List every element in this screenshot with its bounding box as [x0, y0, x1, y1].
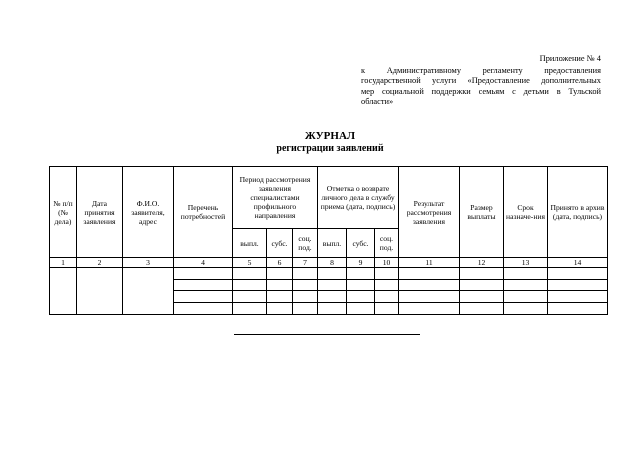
- subheader-vypl: выпл.: [233, 229, 267, 258]
- table-cell: [375, 291, 399, 303]
- table-cell: [460, 268, 504, 280]
- table-cell: [399, 268, 460, 280]
- column-number: 12: [460, 258, 504, 268]
- table-cell: [460, 280, 504, 291]
- header-period: Период рассмотрения заявления специалистами профильного направления: [233, 167, 318, 229]
- column-number: 5: [233, 258, 267, 268]
- header-date: Дата принятия заявления: [77, 167, 123, 258]
- column-number: 9: [347, 258, 375, 268]
- table-cell: [504, 268, 548, 280]
- header-num: № п/п (№ дела): [50, 167, 77, 258]
- journal-subtitle: регистрации заявлений: [276, 143, 384, 154]
- column-number: 10: [375, 258, 399, 268]
- header-needs: Перечень потребностей: [174, 167, 233, 258]
- table-row: [50, 268, 608, 280]
- table-cell: [267, 268, 293, 280]
- table-cell: [293, 303, 318, 315]
- appendix-title: Приложение № 4: [539, 54, 601, 63]
- header-result: Результат рассмотрения заявления: [399, 167, 460, 258]
- header-amount: Размер выплаты: [460, 167, 504, 258]
- column-number: 7: [293, 258, 318, 268]
- appendix-line: государственной услуги «Предоставление дополнительных: [361, 76, 601, 86]
- column-number: 6: [267, 258, 293, 268]
- subheader-vypl: выпл.: [318, 229, 347, 258]
- table-cell: [460, 291, 504, 303]
- table-cell: [267, 280, 293, 291]
- table-cell: [174, 268, 233, 280]
- table-cell: [50, 268, 77, 315]
- table-cell: [399, 291, 460, 303]
- table-cell: [77, 268, 123, 315]
- header-fio: Ф.И.О. заявителя, адрес: [123, 167, 174, 258]
- table-cell: [267, 291, 293, 303]
- column-number: 1: [50, 258, 77, 268]
- table-cell: [233, 280, 267, 291]
- header-return-mark: Отметка о возврате личного дела в службу приема (дата, подпись): [318, 167, 399, 229]
- column-number: 3: [123, 258, 174, 268]
- footer-line: [234, 334, 420, 335]
- appendix-line: области»: [361, 97, 394, 107]
- table-cell: [318, 303, 347, 315]
- header-row: [50, 167, 608, 229]
- table-cell: [233, 303, 267, 315]
- column-number: 4: [174, 258, 233, 268]
- table-cell: [399, 280, 460, 291]
- header-archive: Принято в архив (дата, подпись): [548, 167, 608, 258]
- column-number-row: [50, 258, 608, 268]
- table-cell: [399, 303, 460, 315]
- table-cell: [347, 303, 375, 315]
- table-cell: [318, 280, 347, 291]
- table-cell: [460, 303, 504, 315]
- table-cell: [293, 280, 318, 291]
- subheader-subs: субс.: [267, 229, 293, 258]
- journal-title: ЖУРНАЛ: [304, 130, 356, 142]
- table-cell: [375, 303, 399, 315]
- table-cell: [174, 280, 233, 291]
- table-cell: [375, 268, 399, 280]
- table-cell: [174, 303, 233, 315]
- table-cell: [293, 268, 318, 280]
- column-number: 8: [318, 258, 347, 268]
- table-cell: [174, 291, 233, 303]
- table-cell: [375, 280, 399, 291]
- table-cell: [548, 291, 608, 303]
- registration-table: [49, 166, 608, 315]
- table-cell: [548, 303, 608, 315]
- column-number: 11: [399, 258, 460, 268]
- table-cell: [347, 280, 375, 291]
- subheader-socpod: соц. под.: [375, 229, 399, 258]
- table-cell: [504, 303, 548, 315]
- subheader-subs: субс.: [347, 229, 375, 258]
- table-cell: [293, 291, 318, 303]
- table-cell: [233, 268, 267, 280]
- table-cell: [548, 280, 608, 291]
- table-cell: [347, 268, 375, 280]
- header-term: Срок назначе-ния: [504, 167, 548, 258]
- table-cell: [504, 291, 548, 303]
- appendix-line: к Административному регламенту предоставления: [361, 65, 601, 75]
- column-number: 13: [504, 258, 548, 268]
- subheader-socpod: соц. под.: [293, 229, 318, 258]
- table-cell: [504, 280, 548, 291]
- column-number: 2: [77, 258, 123, 268]
- table-cell: [123, 268, 174, 315]
- table-cell: [318, 268, 347, 280]
- table-cell: [233, 291, 267, 303]
- appendix-block: [361, 54, 601, 108]
- table-cell: [318, 291, 347, 303]
- table-cell: [267, 303, 293, 315]
- table-cell: [347, 291, 375, 303]
- table-cell: [548, 268, 608, 280]
- appendix-line: мер социальной поддержки семьям с детьми в Тульской: [361, 86, 601, 96]
- column-number: 14: [548, 258, 608, 268]
